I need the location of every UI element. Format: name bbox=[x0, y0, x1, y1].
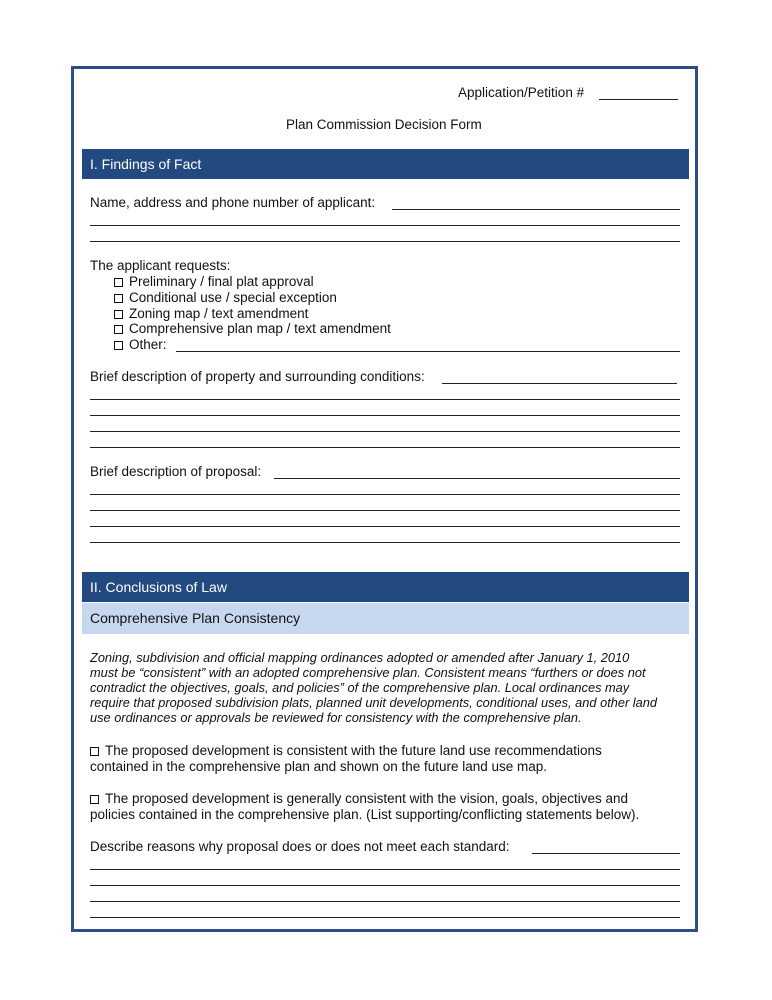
property-description-line[interactable] bbox=[90, 431, 680, 432]
applicant-field[interactable] bbox=[392, 209, 680, 210]
paragraph-line: use ordinances or approvals be reviewed for consistency with the comprehensive plan. bbox=[90, 710, 582, 725]
requests-label: The applicant requests: bbox=[90, 258, 231, 273]
section-conclusions-header: II. Conclusions of Law bbox=[82, 572, 689, 602]
check-label: The proposed development is generally consistent with the vision, goals, objectives and bbox=[105, 791, 629, 806]
option-label: Preliminary / final plat approval bbox=[129, 274, 314, 289]
check-label-continued: contained in the comprehensive plan and shown on the future land use map. bbox=[90, 759, 548, 774]
form-title: Plan Commission Decision Form bbox=[286, 117, 482, 132]
checkbox-icon[interactable] bbox=[90, 795, 99, 804]
proposal-description-line[interactable] bbox=[90, 510, 680, 511]
checkbox-icon[interactable] bbox=[114, 278, 123, 287]
option-conditional-use[interactable] bbox=[114, 290, 337, 306]
other-field[interactable] bbox=[176, 351, 680, 352]
paragraph-line: Zoning, subdivision and official mapping ordinances adopted or amended after January 1, 2010 bbox=[90, 650, 630, 665]
proposal-description-line[interactable] bbox=[90, 542, 680, 543]
application-number-label: Application/Petition # bbox=[458, 85, 585, 100]
property-description-line[interactable] bbox=[90, 447, 680, 448]
proposal-description-line[interactable] bbox=[90, 494, 680, 495]
reasons-label: Describe reasons why proposal does or does not meet each standard: bbox=[90, 839, 510, 854]
property-description-line[interactable] bbox=[90, 399, 680, 400]
option-label: Conditional use / special exception bbox=[129, 290, 337, 305]
reasons-line[interactable] bbox=[90, 869, 680, 870]
proposal-description-line[interactable] bbox=[90, 526, 680, 527]
comprehensive-plan-subheader: Comprehensive Plan Consistency bbox=[82, 603, 689, 634]
checkbox-icon[interactable] bbox=[90, 747, 99, 756]
consistency-check-1[interactable] bbox=[90, 743, 602, 759]
option-label: Zoning map / text amendment bbox=[129, 306, 309, 321]
section-findings-header: I. Findings of Fact bbox=[82, 149, 689, 179]
applicant-label: Name, address and phone number of applicant: bbox=[90, 195, 376, 210]
check-label-continued: policies contained in the comprehensive plan. (List supporting/conflicting statements below). bbox=[90, 807, 640, 822]
option-comprehensive-plan-amendment[interactable] bbox=[114, 321, 391, 337]
option-label: Other: bbox=[129, 337, 167, 352]
property-description-line[interactable] bbox=[90, 415, 680, 416]
paragraph-line: require that proposed subdivision plats, planned unit developments, conditional uses, and other land bbox=[90, 695, 657, 710]
reasons-line[interactable] bbox=[90, 901, 680, 902]
reasons-field[interactable] bbox=[532, 853, 680, 854]
consistency-check-2[interactable] bbox=[90, 791, 628, 807]
applicant-field-line[interactable] bbox=[90, 241, 680, 242]
option-other[interactable] bbox=[114, 337, 167, 353]
checkbox-icon[interactable] bbox=[114, 310, 123, 319]
checkbox-icon[interactable] bbox=[114, 294, 123, 303]
checkbox-icon[interactable] bbox=[114, 341, 123, 350]
option-zoning-amendment[interactable] bbox=[114, 306, 308, 322]
applicant-field-line[interactable] bbox=[90, 225, 680, 226]
check-label: The proposed development is consistent with the future land use recommendations bbox=[105, 743, 602, 758]
application-number-field[interactable] bbox=[599, 99, 678, 100]
paragraph-line: must be “consistent” with an adopted comprehensive plan. Consistent means “furthers or does not bbox=[90, 665, 646, 680]
proposal-description-field[interactable] bbox=[274, 478, 680, 479]
reasons-line[interactable] bbox=[90, 917, 680, 918]
reasons-line[interactable] bbox=[90, 885, 680, 886]
property-description-field[interactable] bbox=[442, 383, 677, 384]
proposal-description-label: Brief description of proposal: bbox=[90, 464, 262, 479]
property-description-label: Brief description of property and surrounding conditions: bbox=[90, 369, 425, 384]
option-label: Comprehensive plan map / text amendment bbox=[129, 321, 391, 336]
paragraph-line: contradict the objectives, goals, and policies” of the comprehensive plan. Local ordinances may bbox=[90, 680, 630, 695]
option-plat-approval[interactable] bbox=[114, 274, 314, 290]
checkbox-icon[interactable] bbox=[114, 325, 123, 334]
